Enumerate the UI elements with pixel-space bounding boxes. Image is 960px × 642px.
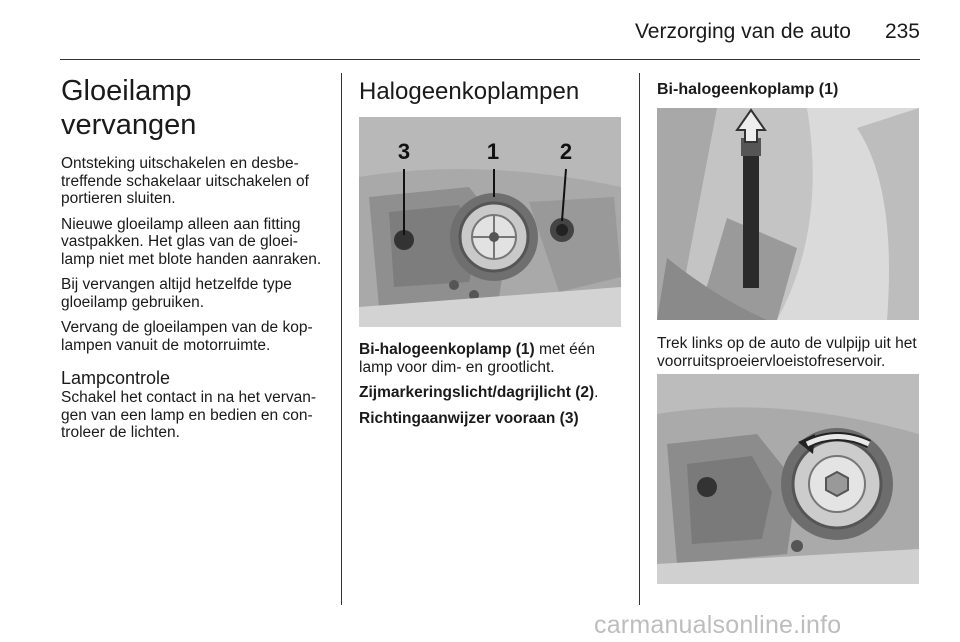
- running-head: [635, 20, 920, 44]
- legend-item-3-label: Richtingaanwijzer vooraan (3): [359, 409, 579, 427]
- legend-item-1-label: Bi-halogeenkoplamp (1): [359, 341, 535, 358]
- washer-filler-illustration: [657, 108, 919, 320]
- legend-item-2-text: .: [594, 384, 599, 401]
- cap-removal-illustration: [657, 374, 919, 584]
- callout-2: 2: [559, 139, 573, 164]
- column-2: [359, 77, 627, 107]
- paragraph-4: Vervang de gloeilampen van de kop- lampen vanuit de motorruimte.: [61, 319, 313, 354]
- legend-item-3: [359, 410, 627, 428]
- watermark: carmanualsonline.info: [594, 611, 842, 639]
- legend-item-2-label: Zijmarkeringslicht/dagrijlicht (2): [359, 384, 595, 401]
- column-divider-2: [639, 73, 640, 605]
- legend-item-2: [359, 384, 627, 402]
- legend-list: [359, 341, 627, 435]
- headlamp-illustration: [359, 117, 621, 327]
- column-3-paragraph: Trek links op de auto de vulpijp uit het voorruitsproeiervloeistofreservoir.: [657, 335, 917, 370]
- column-3-body: [657, 335, 927, 378]
- page-number: 235: [884, 20, 920, 43]
- subheading-lampcontrole: Lampcontrole: [61, 368, 171, 388]
- column-1: [61, 74, 329, 450]
- header-rule: [60, 59, 920, 60]
- legend-item-1: [359, 341, 627, 376]
- washer-filler-figure: [657, 108, 919, 320]
- column-3-heading: Bi-halogeenkoplamp (1): [657, 81, 839, 98]
- column-divider-1: [341, 73, 342, 605]
- column-3: [657, 79, 925, 100]
- legend-item-1-text: met één lamp voor dim- en grootlicht.: [359, 341, 595, 376]
- paragraph-2: Nieuwe gloeilamp alleen aan fitting vastpakken. Het glas van de gloei- lamp niet met blote handen aanraken.: [61, 215, 322, 268]
- column-2-heading: Halogeenkoplampen: [359, 78, 580, 105]
- headlamp-figure: [359, 117, 621, 327]
- section-heading: Gloeilamp vervangen: [61, 75, 197, 141]
- section-title: Verzorging van de auto: [634, 20, 851, 43]
- paragraph-3: Bij vervangen altijd hetzelfde type gloeilamp gebruiken.: [61, 276, 292, 311]
- paragraph-1: Ontsteking uitschakelen en desbe- treffende schakelaar uitschakelen of portieren sluiten.: [61, 155, 309, 207]
- callout-1: 1: [486, 139, 500, 164]
- cap-removal-figure: [657, 374, 919, 584]
- paragraph-5: Schakel het contact in na het vervan- gen van een lamp en bedien en con- troleer de lichten.: [61, 389, 317, 441]
- callout-3: 3: [397, 139, 411, 164]
